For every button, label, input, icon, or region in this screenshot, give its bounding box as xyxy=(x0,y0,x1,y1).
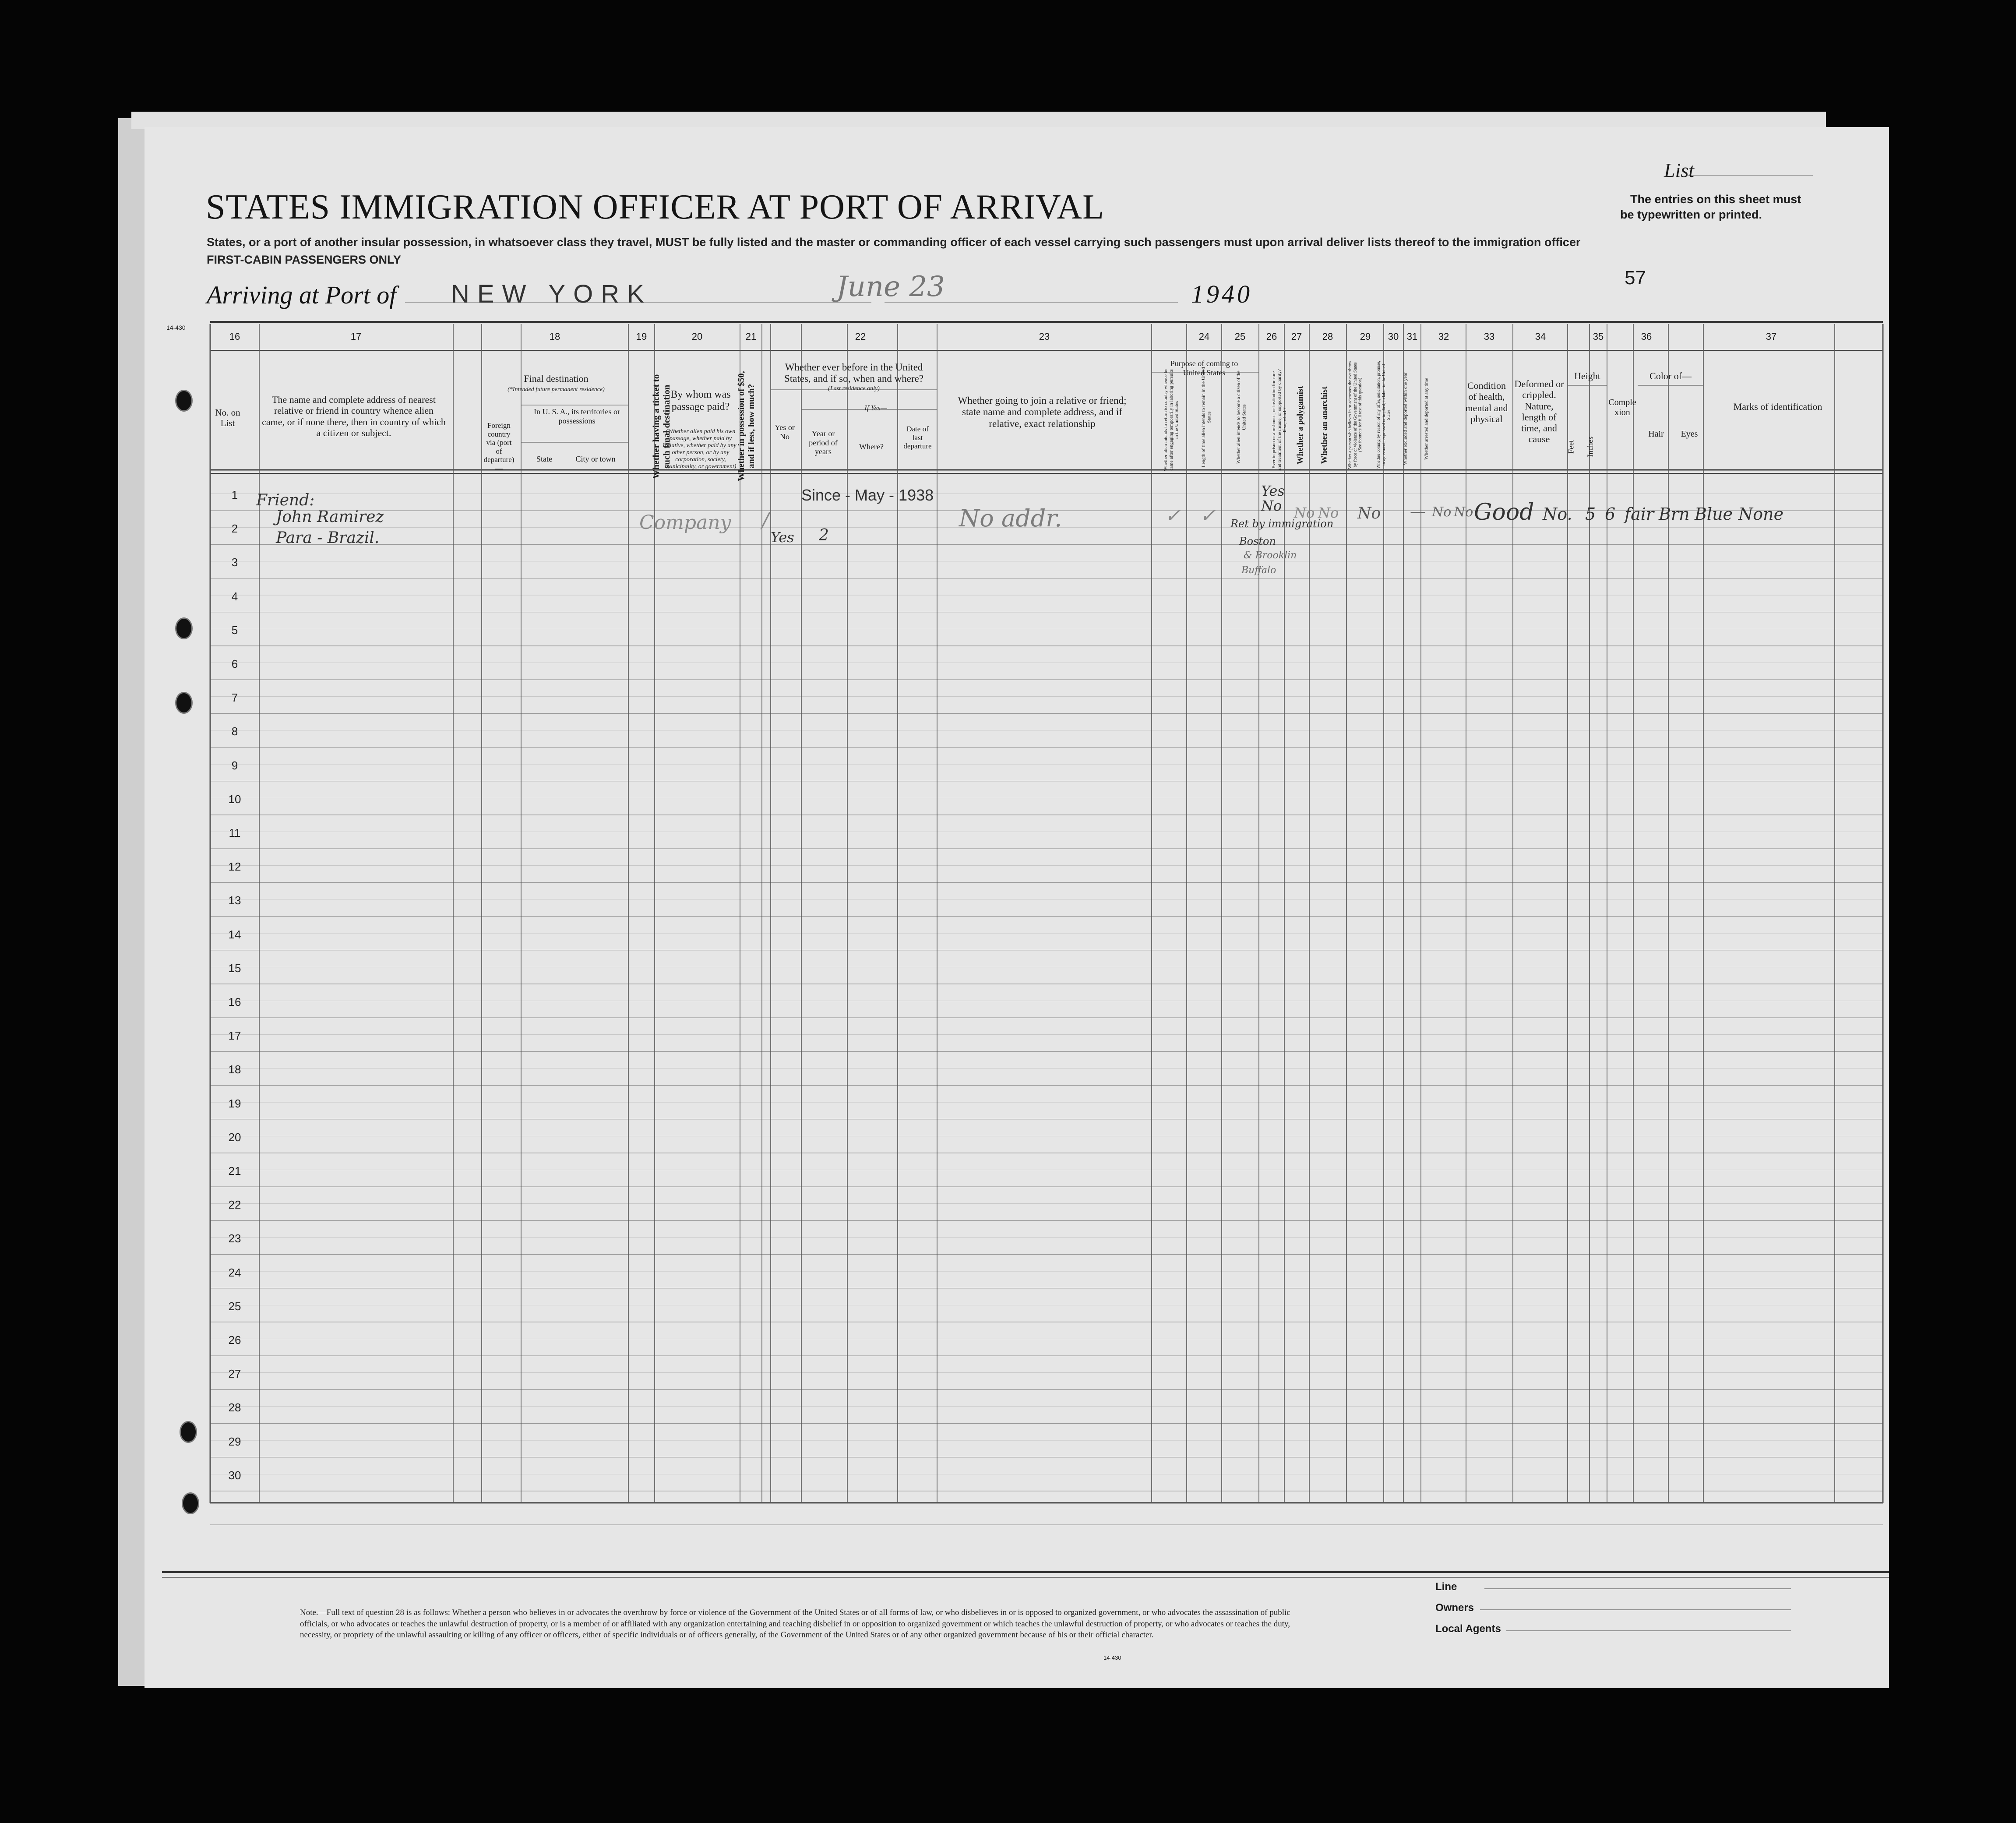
col-30-header: Whether excluded and deported within one year xyxy=(1403,372,1408,465)
arrival-date: June 23 xyxy=(836,271,945,303)
column-number: 34 xyxy=(1535,331,1546,342)
sheet-number: 57 xyxy=(1625,267,1646,289)
excluded-value: No xyxy=(1432,504,1452,520)
row-number: 19 xyxy=(228,1097,241,1110)
column-number: 23 xyxy=(1039,331,1050,342)
owners-label: Owners xyxy=(1435,1602,1474,1614)
instructions-text: States, or a port of another insular possession, in whatsoever class they travel, MUST be fully listed and the master or commanding officer of each vessel carrying such passengers must upon arrival deliver lists thereof to the immigration officer xyxy=(207,236,1581,249)
col-31-header: Whether arrested and deported at any time xyxy=(1424,377,1429,460)
col-36-hair: Hair xyxy=(1648,429,1664,439)
col-25-header: Ever in prison or almshouse, or institution for care and treatment of the insane, or supported by charity? If so, which? xyxy=(1271,369,1288,471)
prison-annotation-3: & Brooklin xyxy=(1244,550,1297,561)
col-33-header: Deformed or crippled. Nature, length of time, and cause xyxy=(1514,378,1564,445)
col-34-inches: Inches xyxy=(1586,436,1595,457)
col-16-header: No. on List xyxy=(215,407,240,429)
row-number: 11 xyxy=(229,826,241,839)
col-22-yesno: Yes or No xyxy=(775,423,795,441)
column-number: 30 xyxy=(1388,331,1399,342)
column-number: 35 xyxy=(1593,331,1604,342)
row-number: 25 xyxy=(228,1299,241,1313)
relative-name: John Ramirez xyxy=(276,508,384,526)
marks-value: None xyxy=(1738,504,1784,524)
row-number: 22 xyxy=(228,1198,241,1212)
binder-hole xyxy=(180,1421,197,1443)
col-17-header: The name and complete address of nearest relative or friend in country whence alien came, or if none there, then in country of which a citizen or subject. xyxy=(262,394,446,438)
col-21-header: Whether in possession of $50, and if less, how much? xyxy=(737,371,756,481)
binder-hole xyxy=(175,692,193,714)
column-number: 19 xyxy=(636,331,647,342)
column-number: 20 xyxy=(691,331,703,342)
row-number: 3 xyxy=(231,556,238,569)
row-number: 5 xyxy=(231,623,238,637)
column-number: 28 xyxy=(1322,331,1333,342)
row-number: 8 xyxy=(231,725,238,738)
col-36-header: Color of— xyxy=(1649,370,1692,381)
row-number: 28 xyxy=(228,1401,241,1414)
col-18-subtitle: (*Intended future permanent residence) xyxy=(508,386,605,393)
col-32-header: Condition of health, mental and physical xyxy=(1465,380,1508,424)
relative-place: Para - Brazil. xyxy=(276,529,380,547)
list-note-2: be typewritten or printed. xyxy=(1620,208,1762,221)
col-18-city: City or town xyxy=(575,455,616,463)
prison-annotation-1: Ret by immigration xyxy=(1230,518,1334,530)
col-18-foreign: Foreign country via (port of departure)— xyxy=(483,421,515,472)
col-24-return: Whether alien intends to return to country whence he came after engaging temporarily in laboring pursuits in the United States xyxy=(1163,368,1180,471)
column-number: 18 xyxy=(549,331,560,342)
row-number: 14 xyxy=(228,927,241,941)
row-number: 2 xyxy=(231,522,238,536)
passage-paid-value: Company xyxy=(639,511,731,534)
page-title: STATES IMMIGRATION OFFICER AT PORT OF ARRIVAL xyxy=(206,188,1104,226)
arrival-year: 1940 xyxy=(1191,280,1252,308)
prison-value: No xyxy=(1261,497,1282,514)
row-number: 21 xyxy=(228,1164,241,1178)
complexion-value: fair xyxy=(1625,504,1654,524)
col-23-header: Whether going to join a relative or friend; state name and complete address, and if relative, exact relationship xyxy=(958,395,1127,429)
column-number: 21 xyxy=(745,331,757,342)
been-before-value: Yes xyxy=(771,529,794,546)
column-number: 24 xyxy=(1198,331,1210,342)
row-number: 29 xyxy=(228,1435,241,1448)
row-number: 1 xyxy=(231,488,238,501)
col-19-header: Whether having a ticket to such final destination xyxy=(650,374,672,479)
col-22-date: Date of last departure xyxy=(903,425,932,451)
class-label: FIRST-CABIN PASSENGERS ONLY xyxy=(207,253,402,266)
column-number: 17 xyxy=(350,331,362,342)
col-22-period: Year or period of years xyxy=(809,429,838,456)
column-number: 27 xyxy=(1291,331,1302,342)
col-18-usa: In U. S. A., its territories or possessions xyxy=(534,407,620,425)
col-20-note: (Whether alien paid his own passage, whether paid by relative, whether paid by any other person, or by any corporation, society, municipality, or government) xyxy=(665,428,737,470)
row-number: 18 xyxy=(228,1063,241,1076)
row-number: 16 xyxy=(228,995,241,1008)
col-34-feet: Feet xyxy=(1566,440,1575,454)
purpose-mark-2: ✓ xyxy=(1200,504,1216,527)
row-number: 27 xyxy=(228,1367,241,1381)
manifest-sheet xyxy=(145,127,1889,1688)
since-value: Since - May - 1938 xyxy=(801,486,934,504)
column-number: 25 xyxy=(1234,331,1246,342)
prison-annotation-4: Buffalo xyxy=(1241,565,1276,576)
polygamist-value: No xyxy=(1294,504,1315,521)
form-code-bottom: 14-430 xyxy=(1103,1654,1121,1661)
manifest-grid xyxy=(145,127,1889,1688)
row-number: 12 xyxy=(228,860,241,874)
row-number: 7 xyxy=(231,691,238,705)
relative-label: Friend: xyxy=(256,491,315,509)
binder-hole xyxy=(175,617,193,639)
column-number: 36 xyxy=(1641,331,1652,342)
list-note-1: The entries on this sheet must xyxy=(1630,193,1801,206)
eyes-value: Blue xyxy=(1695,504,1733,524)
labor-value: — xyxy=(1410,503,1426,521)
arrested-value: No xyxy=(1454,504,1473,520)
binder-hole xyxy=(182,1492,199,1514)
form-code-top: 14-430 xyxy=(166,324,186,331)
col-24-citizen: Whether alien intends to become a citizen of the United States xyxy=(1236,370,1247,464)
row-number: 20 xyxy=(228,1130,241,1144)
row-number: 23 xyxy=(228,1232,241,1245)
height-feet-value: 5 xyxy=(1585,504,1596,524)
row-number: 4 xyxy=(231,589,238,603)
column-number: 26 xyxy=(1266,331,1277,342)
row-number: 26 xyxy=(228,1333,241,1347)
column-number: 22 xyxy=(855,331,866,342)
intend-citizen-value: Yes xyxy=(1261,483,1285,499)
col-26-header: Whether a polygamist xyxy=(1296,386,1305,465)
ticket-mark: / xyxy=(762,508,769,532)
col-22-ifyes: If Yes— xyxy=(864,404,887,412)
binder-hole xyxy=(175,390,193,412)
row-number: 15 xyxy=(228,961,241,975)
row-number: 6 xyxy=(231,657,238,670)
row-number: 30 xyxy=(228,1468,241,1482)
column-number: 32 xyxy=(1438,331,1449,342)
col-22-title: Whether ever before in the United States, and if so, when and where? xyxy=(784,362,924,384)
col-18-title: Final destination xyxy=(524,373,589,384)
purpose-mark-1: ✓ xyxy=(1165,504,1181,527)
col-22-where: Where? xyxy=(859,442,884,451)
col-27-header: Whether an anarchist xyxy=(1320,386,1329,464)
col-29-header: Whether coming by reason of any offer, solicitation, promise, or agreement, expressed or implied, to labor in the United States xyxy=(1376,361,1391,469)
health-value: Good xyxy=(1474,499,1534,525)
col-28-header: Whether a person who believes in or advocates the overthrow by force or violence of the Government of the United States (See footnote for full text of this question) xyxy=(1347,360,1363,469)
col-18-state: State xyxy=(536,455,552,463)
column-number: 31 xyxy=(1406,331,1418,342)
footnote-28: Note.—Full text of question 28 is as follows: Whether a person who believes in or advocates the overthrow by force or violence of the Government of the United States or of all forms of law, or who disbelieves in or is opposed to organized government, or who advocates the assassination of public officials, or who advocates or teaches the unlawful destruction of property, or is a member of or affiliated with any organization entertaining and teaching disbelief in or opposition to organized government or which teaches the unlawful destruction of property, or who advocates or teaches the duty, necessity, or propriety of the unlawful assaulting or killing of any officer or officers, either of specific individuals or of officers generally, of the Government of the United States or of any other organized government because of his or their official character. xyxy=(300,1608,1290,1640)
back-sheet-edge xyxy=(131,112,1826,129)
col-35-header: Complexion xyxy=(1608,398,1636,417)
port-value: NEW YORK xyxy=(451,280,652,308)
col-24-title: Purpose of coming to United States xyxy=(1170,359,1238,377)
local-agents-label: Local Agents xyxy=(1435,1623,1501,1635)
list-label: List xyxy=(1664,159,1695,181)
height-inches-value: 6 xyxy=(1605,504,1616,524)
column-number: 33 xyxy=(1484,331,1495,342)
arriving-label: Arriving at Port of xyxy=(207,281,397,309)
anarchist-value: No xyxy=(1318,504,1339,521)
line-label: Line xyxy=(1435,1581,1457,1593)
row-number: 10 xyxy=(228,792,241,806)
col-20-title: By whom was passage paid? xyxy=(670,389,731,413)
col-36-eyes: Eyes xyxy=(1681,429,1698,439)
col-37-header: Marks of identification xyxy=(1733,401,1822,412)
column-number: 16 xyxy=(229,331,240,342)
hair-value: Brn xyxy=(1659,504,1690,524)
deformed-value: No. xyxy=(1543,504,1572,524)
column-number: 29 xyxy=(1360,331,1371,342)
prison-annotation-2: Boston xyxy=(1239,535,1276,547)
joining-value: No addr. xyxy=(959,504,1062,532)
col-34-header: Height xyxy=(1574,370,1600,381)
row-number: 9 xyxy=(231,758,238,772)
col-24-length: Length of time alien intends to remain in the United States xyxy=(1201,367,1212,468)
row-number: 13 xyxy=(228,894,241,907)
col-22-subtitle: (Last residence only) xyxy=(828,385,880,392)
row-number: 24 xyxy=(228,1266,241,1279)
overthrow-value: No xyxy=(1357,504,1381,522)
column-number: 37 xyxy=(1766,331,1777,342)
period-value: 2 xyxy=(819,526,829,544)
row-number: 17 xyxy=(228,1029,241,1043)
